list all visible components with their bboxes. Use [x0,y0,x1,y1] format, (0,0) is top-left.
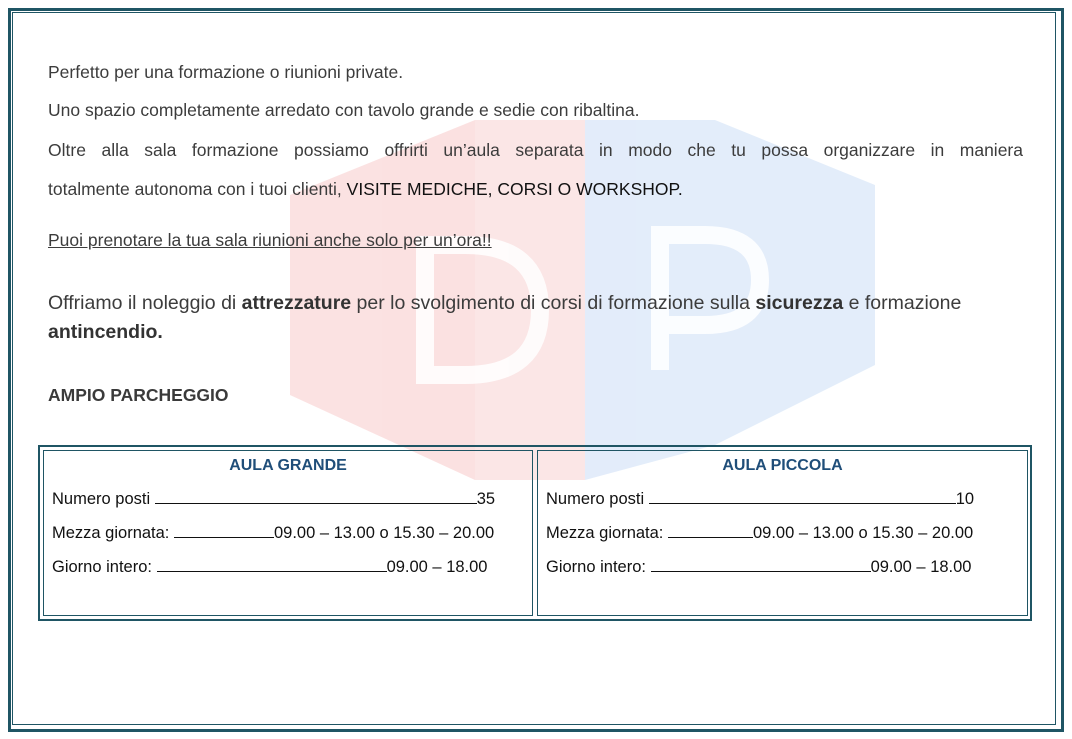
half-day-row: Mezza giornata: 09.00 – 13.00 o 15.30 – 20.00 [546,524,974,542]
intro-line-4: totalmente autonoma con i tuoi clienti, VISITE MEDICHE, CORSI O WORKSHOP. [48,179,683,199]
room-cell-small [537,450,1028,616]
offer-line-2: antincendio. [48,321,163,343]
parking-heading: AMPIO PARCHEGGIO [48,385,229,405]
booking-note: Puoi prenotare la tua sala riunioni anche solo per un’ora!! [48,230,492,250]
offer-line-1: Offriamo il noleggio di attrezzature per lo svolgimento di corsi di formazione sulla sicurezza e formazione [48,292,962,314]
half-day-row: Mezza giornata: 09.00 – 13.00 o 15.30 – 20.00 [52,524,495,542]
full-day-row: Giorno intero: 09.00 – 18.00 [52,558,488,576]
room-cell-large [43,450,533,616]
room-title: AULA PICCOLA [722,457,843,474]
seats-row: Numero posti 10 [546,490,975,508]
intro-line-2: Uno spazio completamente arredato con tavolo grande e sedie con ribaltina. [48,100,640,120]
rooms-table [38,445,1032,621]
services-highlight: VISITE MEDICHE, CORSI O WORKSHOP [346,179,678,199]
intro-line-3: Oltre alla sala formazione possiamo offrirti un’aula separata in modo che tu possa organizzare in maniera [48,140,1023,160]
seats-row: Numero posti 35 [52,490,496,508]
full-day-row: Giorno intero: 09.00 – 18.00 [546,558,972,576]
intro-line-1: Perfetto per una formazione o riunioni private. [48,62,404,82]
room-title: AULA GRANDE [229,457,347,474]
